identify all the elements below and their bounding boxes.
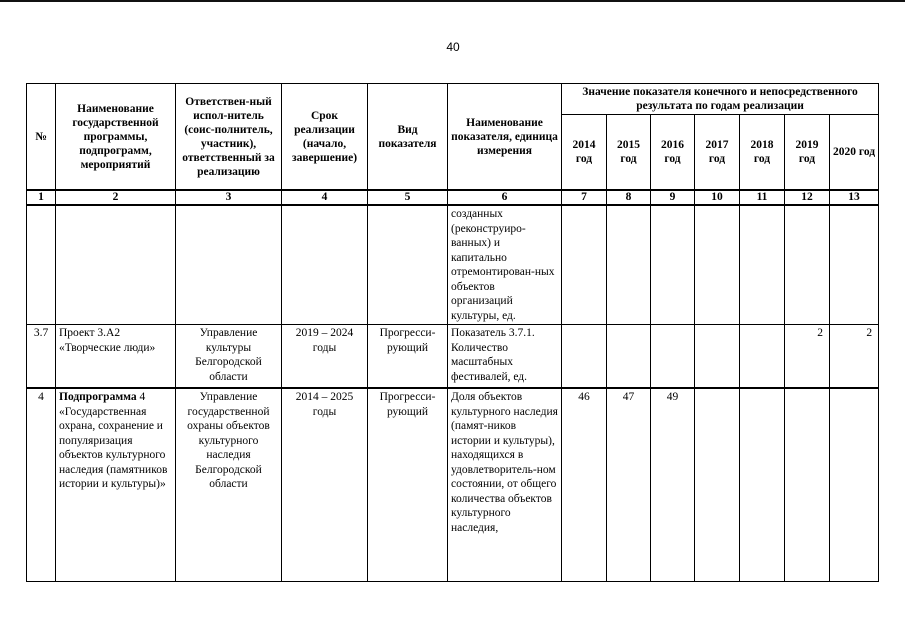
column-number: 10 (695, 190, 740, 205)
row-value (740, 388, 785, 582)
row-number (27, 205, 56, 325)
program-table (26, 83, 879, 582)
row-value (651, 325, 695, 389)
row-name: Проект 3.А2 «Творческие люди» (56, 325, 176, 389)
column-number: 8 (607, 190, 651, 205)
row-executor: Управление государственной охраны объектов культурного наследия Белгородской области (176, 388, 282, 582)
row-value (695, 205, 740, 325)
row-value (830, 388, 879, 582)
row-name (56, 205, 176, 325)
header-year: 2014 год (562, 115, 607, 191)
row-period: 2014 – 2025 годы (282, 388, 368, 582)
row-value (695, 388, 740, 582)
row-value (562, 325, 607, 389)
row-value: 2 (785, 325, 830, 389)
header-year: 2020 год (830, 115, 879, 191)
column-number: 5 (368, 190, 448, 205)
column-number: 11 (740, 190, 785, 205)
page-number: 40 (446, 40, 460, 54)
row-period: 2019 – 2024 годы (282, 325, 368, 389)
row-name (56, 388, 176, 582)
column-number: 3 (176, 190, 282, 205)
row-indicator: Доля объектов культурного наследия (памят-ников истории и культуры), находящихся в удовлетворитель-ном состоянии, от общего количества объектов культурного наследия, (448, 388, 562, 582)
row-executor (176, 205, 282, 325)
header-col-executor: Ответствен-ный испол-нитель (соис-полнитель, участник), ответственный за реализацию (176, 84, 282, 191)
header-col-period: Срок реализации (начало, завершение) (282, 84, 368, 191)
row-value (785, 388, 830, 582)
row-value (830, 205, 879, 325)
row-value (651, 205, 695, 325)
table-row (27, 325, 879, 389)
column-number: 9 (651, 190, 695, 205)
header-year: 2019 год (785, 115, 830, 191)
row-value (695, 325, 740, 389)
column-number: 1 (27, 190, 56, 205)
row-value (607, 205, 651, 325)
row-number: 3.7 (27, 325, 56, 389)
row-name-bold: Подпрограмма (59, 391, 137, 403)
table-row (27, 205, 879, 325)
row-kind: Прогресси-рующий (368, 388, 448, 582)
row-indicator: Показатель 3.7.1. Количество масштабных фестивалей, ед. (448, 325, 562, 389)
row-value: 46 (562, 388, 607, 582)
row-value: 47 (607, 388, 651, 582)
header-col-name: Наименование государственной программы, подпрограмм, мероприятий (56, 84, 176, 191)
column-number-row (27, 190, 879, 205)
header-col-kind: Вид показателя (368, 84, 448, 191)
top-border-line (0, 0, 905, 2)
row-kind (368, 205, 448, 325)
header-year: 2016 год (651, 115, 695, 191)
row-value (740, 325, 785, 389)
row-value: 49 (651, 388, 695, 582)
row-value: 2 (830, 325, 879, 389)
column-number: 6 (448, 190, 562, 205)
column-number: 13 (830, 190, 879, 205)
table-row (27, 388, 879, 582)
row-value (785, 205, 830, 325)
row-value (740, 205, 785, 325)
row-value (607, 325, 651, 389)
header-col-indicator: Наименование показателя, единица измерения (448, 84, 562, 191)
header-year: 2017 год (695, 115, 740, 191)
header-col-number: № (27, 84, 56, 191)
column-number: 12 (785, 190, 830, 205)
header-values-group: Значение показателя конечного и непосредственного результата по годам реализации (562, 84, 879, 115)
row-indicator: созданных (реконструиро-ванных) и капитально отремонтирован-ных объектов организаций культуры, ед. (448, 205, 562, 325)
row-executor: Управление культуры Белгородской области (176, 325, 282, 389)
row-name-rest: 4 «Государственная охрана, сохранение и популяризация объектов культурного наследия (памятников истории и культуры)» (59, 391, 168, 490)
row-kind: Прогресси-рующий (368, 325, 448, 389)
column-number: 2 (56, 190, 176, 205)
header-year: 2018 год (740, 115, 785, 191)
row-value (562, 205, 607, 325)
column-number: 4 (282, 190, 368, 205)
header-year: 2015 год (607, 115, 651, 191)
header-row-1 (27, 84, 879, 115)
row-number: 4 (27, 388, 56, 582)
column-number: 7 (562, 190, 607, 205)
row-period (282, 205, 368, 325)
